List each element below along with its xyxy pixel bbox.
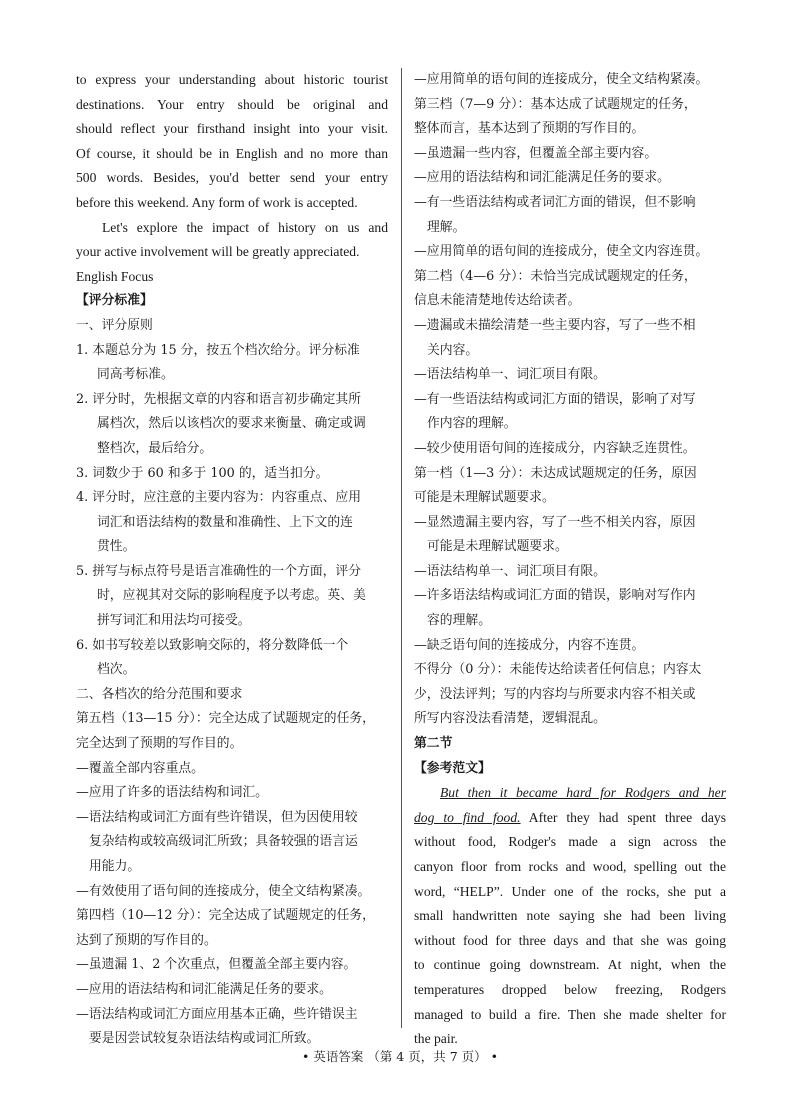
sample-line: word, “HELP”. Under one of the rocks, she put a (414, 883, 726, 899)
rubric-item: 3. 词数少于 60 和多于 100 的，适当扣分。 (76, 465, 329, 481)
grade-0-heading: 少，没法评判；写的内容均与所要求内容不相关或 (414, 686, 696, 702)
grade-1-item: —缺乏语句间的连接成分，内容不连贯。 (414, 637, 645, 653)
rubric-item: 6. 如书写较差以致影响交际的，将分数降低一个 (76, 637, 349, 653)
grade-2-item: —较少使用语句间的连接成分，内容缺乏连贯性。 (414, 440, 696, 456)
left-column (76, 68, 388, 1052)
closing-line: your active involvement will be greatly appreciated. (76, 244, 360, 260)
rubric-item: 属档次，然后以该档次的要求来衡量、确定或调 (97, 416, 366, 432)
grade-1-item: 可能是未理解试题要求。 (427, 539, 568, 555)
intro-line: should reflect your firsthand insight into your visit. (76, 121, 388, 137)
grade-5-item: —应用了许多的语法结构和词汇。 (76, 785, 268, 801)
sample-line: without food, Rodger's made a sign across the (414, 834, 726, 850)
sample-underlined-sentence: dog to find food. (414, 809, 521, 825)
grade-4-item: —应用的语法结构和词汇能满足任务的要求。 (76, 981, 332, 997)
rubric-item: 整档次，最后给分。 (97, 440, 213, 456)
rubric-item: 词汇和语法结构的数量和准确性、上下文的连 (97, 514, 353, 530)
grade-0-heading: 不得分（0 分）：未能传达给读者任何信息；内容太 (414, 662, 702, 678)
rubric-item: 4. 评分时，应注意的主要内容为：内容重点、应用 (76, 490, 362, 506)
intro-line: to express your understanding about historic tourist (76, 72, 388, 87)
sample-line (414, 806, 726, 831)
grade-1-heading: 第一档（1—3 分）：未达成试题规定的任务，原因 (414, 465, 697, 481)
grade-4-item: —虽遗漏 1、2 个次重点，但覆盖全部主要内容。 (76, 957, 357, 973)
grade-1-heading: 可能是未理解试题要求。 (414, 490, 555, 506)
grade-1-item: —语法结构单一、词汇项目有限。 (414, 563, 606, 579)
grade-4-item: 要是因尝试较复杂语法结构或词汇所致。 (89, 1031, 320, 1047)
sample-line: temperatures dropped below freezing, Rodgers (414, 981, 726, 997)
section-heading: 一、评分原则 (76, 317, 153, 333)
grade-4-heading: 第四档（10—12 分）：完全达成了试题规定的任务， (76, 908, 375, 924)
grade-2-item: 关内容。 (427, 342, 479, 358)
rubric-title: 【评分标准】 (76, 293, 153, 309)
rubric-item: 同高考标准。 (97, 367, 174, 383)
rubric-item: 拼写词汇和用法均可接受。 (97, 613, 251, 629)
grade-2-item: —语法结构单一、词汇项目有限。 (414, 367, 606, 383)
rubric-item: 2. 评分时，先根据文章的内容和语言初步确定其所 (76, 391, 362, 407)
grade-5-item: —有效使用了语句间的连接成分，使全文结构紧凑。 (76, 883, 371, 899)
sample-line: canyon floor from rocks and wood, spelling out the (414, 859, 726, 874)
section-two-heading: 第二节 (414, 736, 453, 752)
grade-4-item: —语法结构或词汇方面应用基本正确，些许错误主 (76, 1006, 358, 1022)
sample-title: 【参考范文】 (414, 760, 491, 776)
grade-5-heading: 第五档（13—15 分）：完全达成了试题规定的任务， (76, 711, 375, 727)
right-column (414, 68, 726, 1052)
page-footer: • 英语答案 （第 4 页，共 7 页） • (302, 1049, 498, 1064)
intro-line: 500 words. Besides, you'd better send your entry (76, 170, 388, 186)
grade-2-heading: 信息未能清楚地传达给读者。 (414, 293, 581, 309)
grade-3-item: —应用的语法结构和词汇能满足任务的要求。 (414, 170, 670, 186)
grade-2-item: 作内容的理解。 (427, 416, 517, 432)
grade-5-heading: 完全达到了预期的写作目的。 (76, 736, 243, 752)
sample-line (414, 781, 726, 806)
sample-text: After they had spent three days (520, 809, 726, 825)
rubric-item: 贯性。 (97, 539, 136, 555)
intro-line: Of course, it should be in English and no more than (76, 145, 388, 161)
grade-1-item: —许多语法结构或词汇方面的错误，影响对写作内 (414, 588, 696, 604)
rubric-item: 档次。 (97, 662, 136, 678)
intro-line: destinations. Your entry should be original and (76, 96, 388, 112)
rubric-item: 1. 本题总分为 15 分，按五个档次给分。评分标准 (76, 342, 360, 358)
sample-underlined-sentence: But then it became hard for Rodgers and her (440, 785, 726, 801)
grade-3-item: 理解。 (427, 219, 466, 235)
grade-4-heading: 达到了预期的写作目的。 (76, 932, 217, 948)
sample-line: without food for three days and that she was going (414, 932, 726, 948)
grade-3-item: —应用简单的语句间的连接成分，使全文内容连贯。 (414, 244, 709, 260)
grade-1-item: 容的理解。 (427, 613, 491, 629)
grade-4-item: —应用简单的语句间的连接成分，使全文结构紧凑。 (414, 72, 709, 87)
closing-line: Let's explore the impact of history on us and (102, 219, 388, 235)
sample-line: managed to build a fire. Then she made shelter for (414, 1006, 726, 1022)
grade-3-item: —有一些语法结构或者词汇方面的错误，但不影响 (414, 194, 696, 210)
signature: English Focus (76, 268, 154, 284)
rubric-item: 时，应视其对交际的影响程度予以考虑。英、美 (97, 588, 366, 604)
grade-3-heading: 第三档（7—9 分）：基本达成了试题规定的任务， (414, 96, 697, 112)
grade-5-item: 复杂结构或较高级词汇所致；具备较强的语言运 (89, 834, 358, 850)
grade-3-heading: 整体而言，基本达到了预期的写作目的。 (414, 121, 645, 137)
grade-1-item: —显然遗漏主要内容，写了一些不相关内容，原因 (414, 514, 696, 530)
grade-5-item: 用能力。 (89, 859, 141, 874)
grade-2-item: —遗漏或未描绘清楚一些主要内容，写了一些不相 (414, 317, 696, 333)
grade-3-item: —虽遗漏一些内容，但覆盖全部主要内容。 (414, 145, 658, 161)
column-divider (401, 68, 402, 1028)
grade-2-item: —有一些语法结构或词汇方面的错误，影响了对写 (414, 391, 696, 407)
grade-2-heading: 第二档（4—6 分）：未恰当完成试题规定的任务， (414, 268, 697, 284)
sample-line: to continue going downstream. At night, when the (414, 957, 726, 973)
section-heading: 二、各档次的给分范围和要求 (76, 686, 243, 702)
intro-line: before this weekend. Any form of work is accepted. (76, 194, 358, 210)
grade-0-heading: 所写内容没法看清楚，逻辑混乱。 (414, 711, 606, 727)
sample-line: small handwritten note saying she had been living (414, 908, 726, 924)
grade-5-item: —覆盖全部内容重点。 (76, 760, 204, 776)
rubric-item: 5. 拼写与标点符号是语言准确性的一个方面，评分 (76, 563, 362, 579)
sample-line: the pair. (414, 1031, 458, 1047)
grade-5-item: —语法结构或词汇方面有些许错误，但为因使用较 (76, 809, 358, 825)
